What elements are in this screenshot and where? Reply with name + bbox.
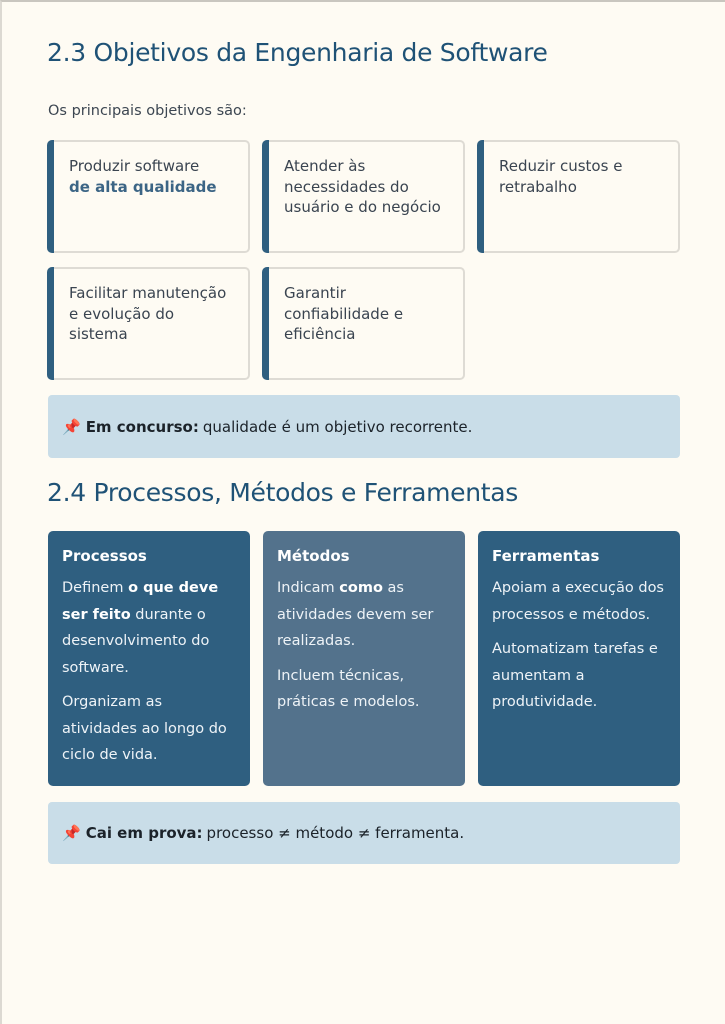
box-text: Definem <box>62 580 129 596</box>
objective-text: Garantir confiabilidade e eficiência <box>284 284 404 343</box>
box-text: Indicam <box>277 580 340 596</box>
objective-text: Facilitar manutenção e evolução do sistema <box>69 284 227 343</box>
box-paragraph <box>277 575 451 655</box>
objective-text: Reduzir custos e retrabalho <box>499 157 623 196</box>
callout-concurso <box>48 395 680 458</box>
intro-text: Os principais objetivos são: <box>48 103 247 119</box>
box-paragraph <box>492 575 666 628</box>
box-paragraph: Organizam as atividades ao longo do ciclo de vida. <box>62 694 227 763</box>
callout-text: processo ≠ método ≠ ferramenta. <box>206 824 465 842</box>
box-text-bold: como <box>339 580 383 596</box>
pushpin-icon: 📌 <box>62 417 81 436</box>
box-paragraph <box>62 575 236 681</box>
objective-card-quality <box>47 140 250 253</box>
box-title: Métodos <box>277 547 350 565</box>
objective-card-reliability <box>262 267 465 380</box>
box-title: Ferramentas <box>492 547 600 565</box>
callout-label: Em concurso: <box>85 417 199 436</box>
pushpin-icon: 📌 <box>62 824 81 842</box>
box-metodos <box>263 531 465 786</box>
objective-card-costs <box>477 140 680 253</box>
objective-text: Produzir software <box>69 157 200 175</box>
objective-card-needs <box>262 140 465 253</box>
box-paragraph: Automatizam tarefas e aumentam a produtividade. <box>492 641 658 710</box>
box-processos <box>48 531 250 786</box>
callout-prova <box>48 802 680 864</box>
box-paragraph: Incluem técnicas, práticas e modelos. <box>277 667 420 710</box>
box-text: as atividades devem ser realizadas. <box>277 580 434 649</box>
box-text-bold: o que deve ser feito <box>62 580 219 623</box>
objective-highlight: de alta qualidade <box>69 177 217 196</box>
section-title-processos: 2.4 Processos, Métodos e Ferramentas <box>47 478 519 507</box>
box-text: Apoiam a execução dos processos e métodos. <box>492 580 664 623</box>
objective-text: Atender às necessidades do usuário e do negócio <box>284 157 441 216</box>
box-ferramentas <box>478 531 680 786</box>
box-title: Processos <box>62 547 147 565</box>
callout-text: qualidade é um objetivo recorrente. <box>202 417 473 436</box>
section-title-objetivos: 2.3 Objetivos da Engenharia de Software <box>47 38 548 67</box>
box-text: durante o desenvolvimento do software. <box>62 606 210 676</box>
callout-label: Cai em prova: <box>85 824 203 842</box>
objective-card-maintenance <box>47 267 250 380</box>
